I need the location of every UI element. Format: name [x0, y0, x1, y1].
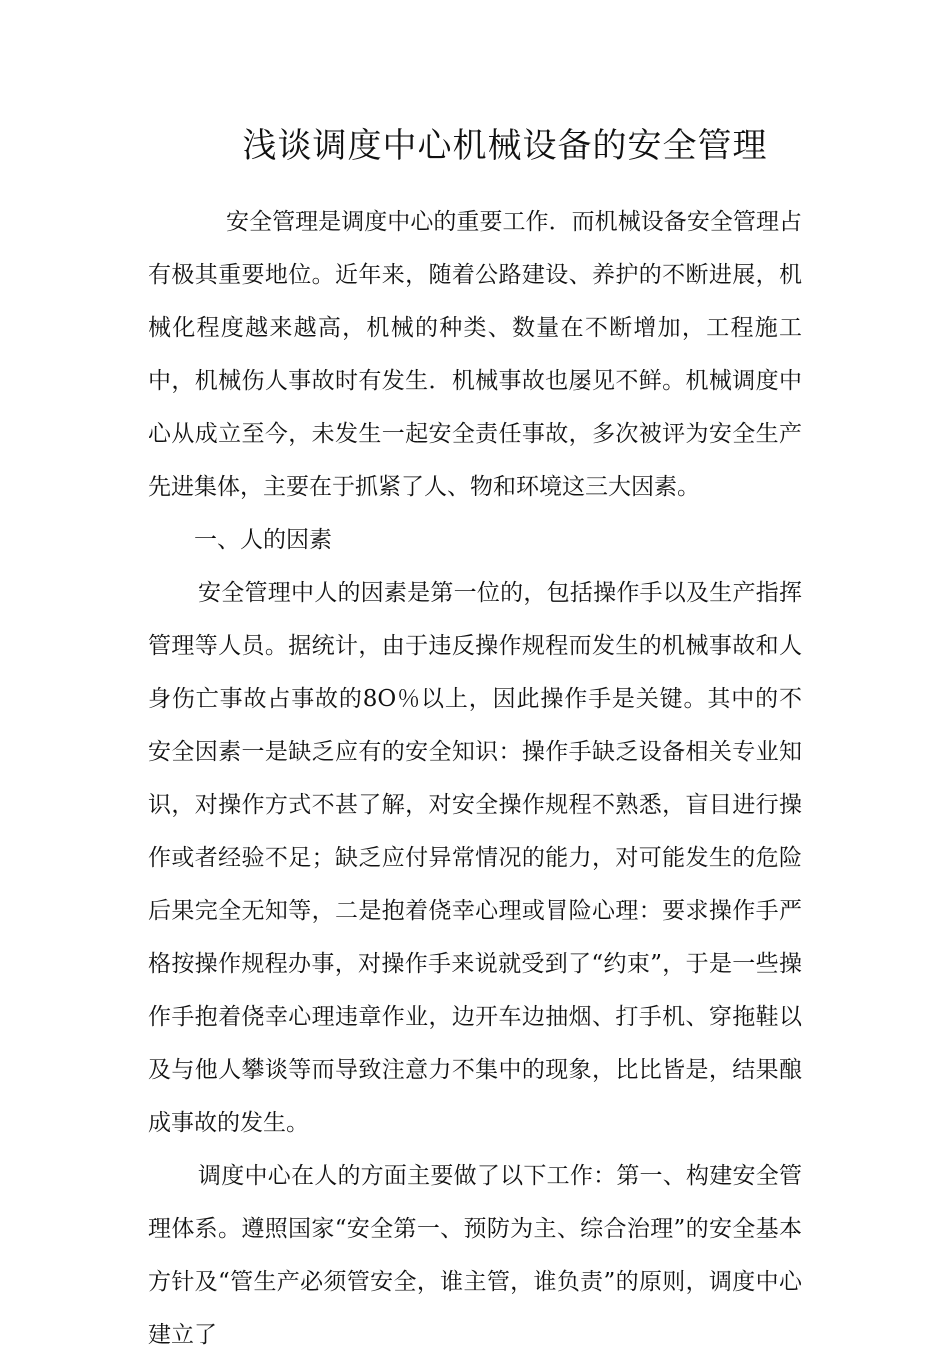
paragraph-intro: 安全管理是调度中心的重要工作．而机械设备安全管理占有极其重要地位。近年来，随着公路建设、养护的不断进展，机械化程度越来越高，机械的种类、数量在不断增加，工程施工中，机械伤人事故时有发生．机械事故也屡见不鲜。机械调度中心从成立至今，未发生一起安全责任事故，多次被评为安全生产先进集体，主要在于抓紧了人、物和环境这三大因素。: [148, 209, 802, 500]
section-heading-human-factor: 一、人的因素: [194, 527, 332, 553]
paragraph-dispatch-work: 调度中心在人的方面主要做了以下工作：第一、构建安全管理体系。遵照国家“安全第一、预防为主、综合治理”的安全基本方针及“管生产必须管安全，谁主管，谁负责”的原则，调度中心建立了: [148, 1163, 802, 1348]
document-title: 浅谈调度中心机械设备的安全管理: [242, 126, 768, 166]
paragraph-human-factor: 安全管理中人的因素是第一位的，包括操作手以及生产指挥管理等人员。据统计，由于违反操作规程而发生的机械事故和人身伤亡事故占事故的8O％以上，因此操作手是关键。其中的不安全因素一是缺乏应有的安全知识：操作手缺乏设备相关专业知识，对操作方式不甚了解，对安全操作规程不熟悉，盲目进行操作或者经验不足；缺乏应付异常情况的能力，对可能发生的危险后果完全无知等，二是抱着侥幸心理或冒险心理：要求操作手严格按操作规程办事，对操作手来说就受到了“约束”，于是一些操作手抱着侥幸心理违章作业，边开车边抽烟、打手机、穿拖鞋以及与他人攀谈等而导致注意力不集中的现象，比比皆是，结果酿成事故的发生。: [148, 580, 802, 1136]
document-body: [148, 196, 802, 1362]
